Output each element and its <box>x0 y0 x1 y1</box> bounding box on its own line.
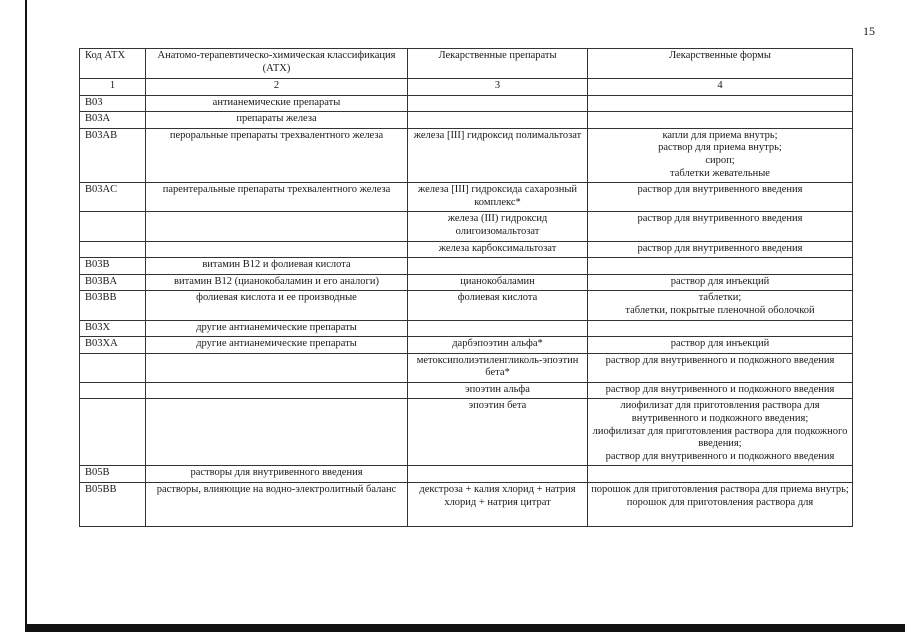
cell-drug <box>408 466 588 483</box>
cell-atc-classification: другие антианемические препараты <box>146 320 408 337</box>
cell-atc-code: B03BA <box>80 274 146 291</box>
table-row <box>80 353 853 382</box>
cell-dosage-form: раствор для инъекций <box>588 274 853 291</box>
cell-atc-classification <box>146 382 408 399</box>
cell-atc-classification: другие антианемические препараты <box>146 337 408 354</box>
cell-atc-code: B03AC <box>80 183 146 212</box>
cell-atc-code <box>80 212 146 241</box>
table-row <box>80 483 853 527</box>
cell-atc-classification: витамин B12 и фолиевая кислота <box>146 258 408 275</box>
table-row <box>80 128 853 182</box>
column-number: 3 <box>408 79 588 96</box>
cell-drug <box>408 95 588 112</box>
cell-atc-code: B03AB <box>80 128 146 182</box>
cell-dosage-form <box>588 112 853 129</box>
header-atc-code: Код АТХ <box>80 49 146 79</box>
cell-atc-code: B03X <box>80 320 146 337</box>
cell-atc-classification: пероральные препараты трехвалентного железа <box>146 128 408 182</box>
table-row <box>80 274 853 291</box>
cell-atc-code: B03BB <box>80 291 146 320</box>
cell-atc-code <box>80 353 146 382</box>
atc-classification-table <box>79 48 853 527</box>
cell-atc-classification: растворы, влияющие на водно-электролитный баланс <box>146 483 408 527</box>
cell-drug: эпоэтин бета <box>408 399 588 466</box>
page-left-border <box>25 0 27 632</box>
cell-drug: цианокобаламин <box>408 274 588 291</box>
cell-atc-code <box>80 382 146 399</box>
cell-atc-code: B03B <box>80 258 146 275</box>
cell-drug: дарбэпоэтин альфа* <box>408 337 588 354</box>
table-row <box>80 291 853 320</box>
cell-atc-code: B05B <box>80 466 146 483</box>
cell-atc-code: B03 <box>80 95 146 112</box>
cell-atc-classification <box>146 241 408 258</box>
table-row <box>80 337 853 354</box>
cell-dosage-form <box>588 95 853 112</box>
cell-drug: железа [III] гидроксид полимальтозат <box>408 128 588 182</box>
cell-drug: эпоэтин альфа <box>408 382 588 399</box>
column-number: 2 <box>146 79 408 96</box>
cell-drug: декстроза + калия хлорид + натрия хлорид + натрия цитрат <box>408 483 588 527</box>
cell-dosage-form: раствор для внутривенного и подкожного введения <box>588 382 853 399</box>
cell-atc-code <box>80 241 146 258</box>
cell-dosage-form: таблетки; таблетки, покрытые пленочной оболочкой <box>588 291 853 320</box>
table-row <box>80 95 853 112</box>
column-number: 1 <box>80 79 146 96</box>
cell-dosage-form <box>588 466 853 483</box>
cell-atc-classification: растворы для внутривенного введения <box>146 466 408 483</box>
cell-dosage-form: раствор для внутривенного и подкожного введения <box>588 353 853 382</box>
cell-dosage-form <box>588 320 853 337</box>
cell-dosage-form: порошок для приготовления раствора для приема внутрь; порошок для приготовления раствора для <box>588 483 853 527</box>
column-number-row <box>80 79 853 96</box>
cell-dosage-form: раствор для инъекций <box>588 337 853 354</box>
cell-dosage-form: раствор для внутривенного введения <box>588 183 853 212</box>
header-dosage-forms: Лекарственные формы <box>588 49 853 79</box>
table-row <box>80 382 853 399</box>
table-row <box>80 399 853 466</box>
column-number: 4 <box>588 79 853 96</box>
table-header-row <box>80 49 853 79</box>
cell-atc-classification <box>146 399 408 466</box>
cell-atc-code: B03A <box>80 112 146 129</box>
cell-atc-classification: антианемические препараты <box>146 95 408 112</box>
cell-dosage-form: раствор для внутривенного введения <box>588 212 853 241</box>
table-row <box>80 112 853 129</box>
cell-atc-classification: препараты железа <box>146 112 408 129</box>
page-bottom-border <box>25 624 905 632</box>
table-row <box>80 258 853 275</box>
table-row <box>80 320 853 337</box>
table-body <box>80 49 853 527</box>
cell-drug: железа (III) гидроксид олигоизомальтозат <box>408 212 588 241</box>
cell-dosage-form <box>588 258 853 275</box>
header-atc-classification: Анатомо-терапевтическо-химическая классификация (АТХ) <box>146 49 408 79</box>
cell-atc-code <box>80 399 146 466</box>
table-row <box>80 212 853 241</box>
cell-drug <box>408 320 588 337</box>
table-row <box>80 183 853 212</box>
cell-drug <box>408 112 588 129</box>
cell-drug <box>408 258 588 275</box>
table-row <box>80 466 853 483</box>
header-drugs: Лекарственные препараты <box>408 49 588 79</box>
cell-atc-classification <box>146 212 408 241</box>
cell-atc-classification: парентеральные препараты трехвалентного железа <box>146 183 408 212</box>
cell-dosage-form: раствор для внутривенного введения <box>588 241 853 258</box>
cell-drug: железа [III] гидроксида сахарозный комплекс* <box>408 183 588 212</box>
table-row <box>80 241 853 258</box>
cell-atc-code: B03XA <box>80 337 146 354</box>
cell-atc-classification: фолиевая кислота и ее производные <box>146 291 408 320</box>
cell-atc-classification: витамин B12 (цианокобаламин и его аналоги) <box>146 274 408 291</box>
cell-dosage-form: лиофилизат для приготовления раствора для внутривенного и подкожного введения; лиофилизат для приготовления раствора для подкожного введения; раствор для внутривенного и подкожного введения <box>588 399 853 466</box>
cell-drug: метоксиполиэтиленгликоль-эпоэтин бета* <box>408 353 588 382</box>
cell-atc-classification <box>146 353 408 382</box>
cell-drug: фолиевая кислота <box>408 291 588 320</box>
page-number: 15 <box>863 24 875 38</box>
cell-dosage-form: капли для приема внутрь; раствор для приема внутрь; сироп; таблетки жевательные <box>588 128 853 182</box>
cell-atc-code: B05BB <box>80 483 146 527</box>
cell-drug: железа карбоксимальтозат <box>408 241 588 258</box>
